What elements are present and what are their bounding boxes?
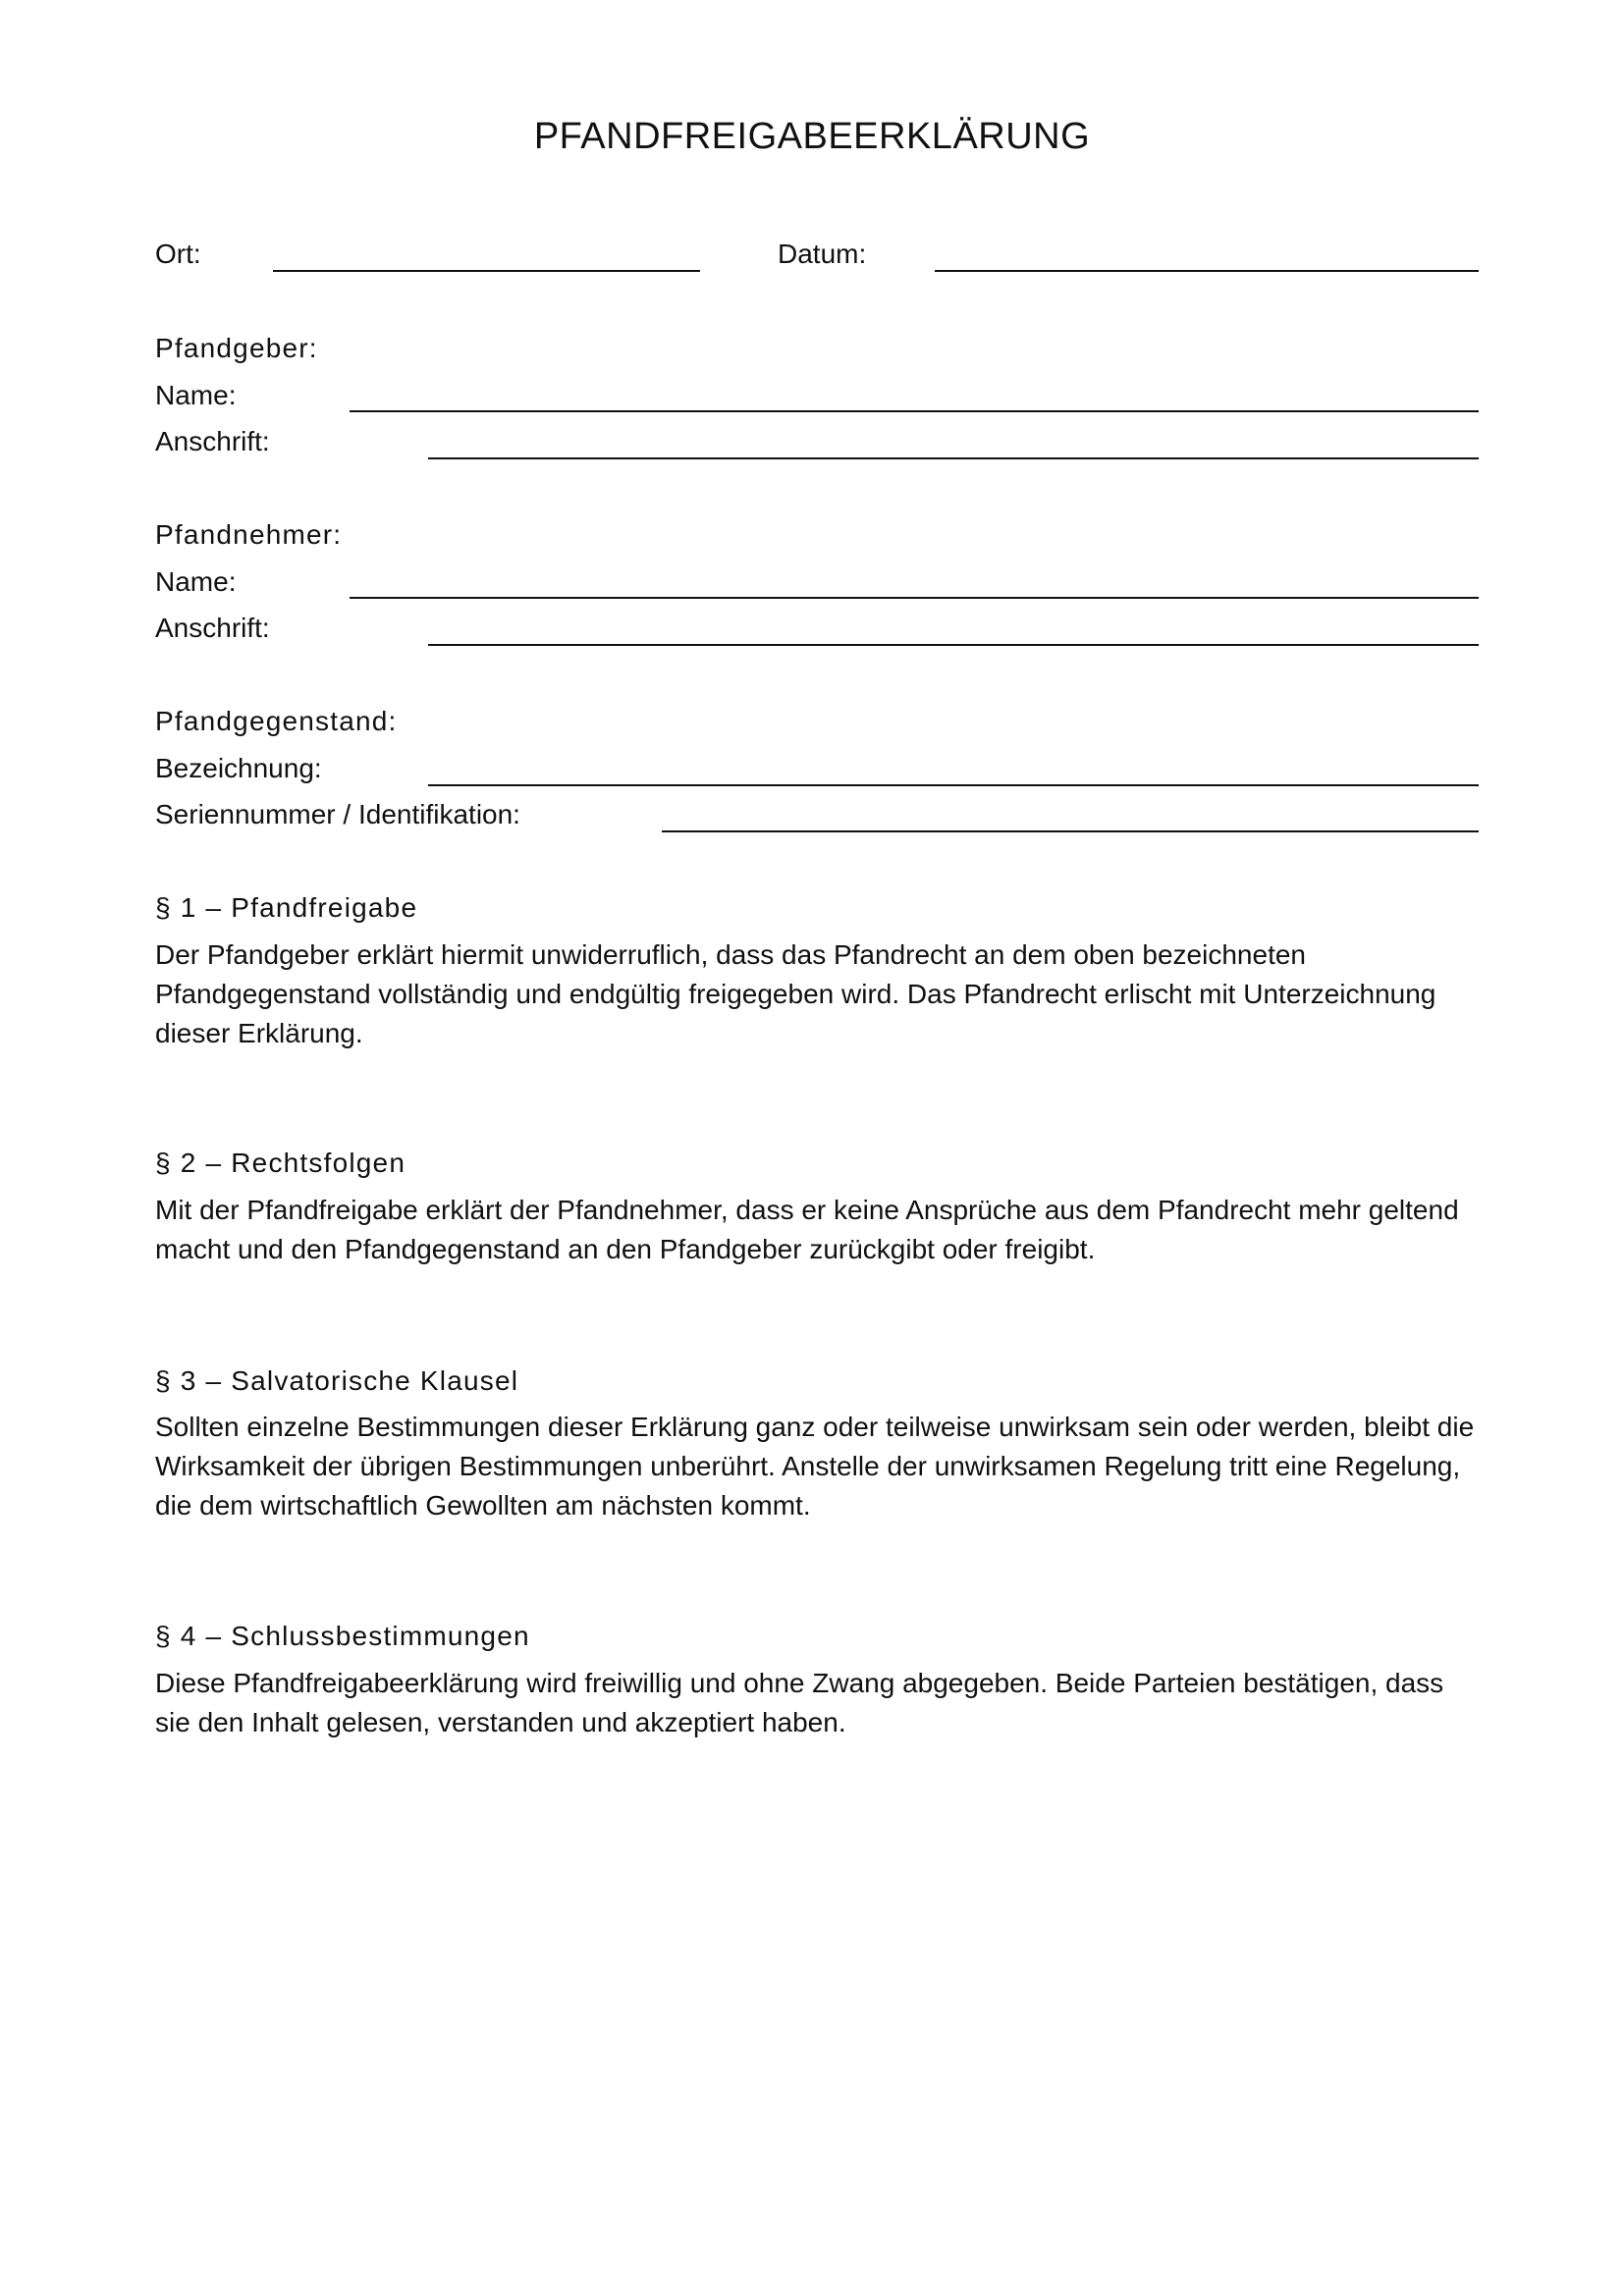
- pfandnehmer-name-line[interactable]: [350, 597, 1479, 599]
- pfandgeber-anschrift-line[interactable]: [428, 457, 1479, 459]
- section-1-title: § 1 – Pfandfreigabe: [155, 892, 418, 923]
- section-4-title: § 4 – Schlussbestimmungen: [155, 1621, 530, 1651]
- document-title: PFANDFREIGABEERKLÄRUNG: [533, 116, 1091, 157]
- pfandnehmer-anschrift-label: Anschrift:: [155, 613, 270, 643]
- pfandnehmer-anschrift-line[interactable]: [428, 644, 1479, 646]
- section-3-title: § 3 – Salvatorische Klausel: [155, 1365, 519, 1396]
- pfandnehmer-name-label: Name:: [155, 566, 237, 597]
- section-2-title: § 2 – Rechtsfolgen: [155, 1148, 406, 1178]
- pfandgegenstand-heading: Pfandgegenstand:: [155, 706, 398, 736]
- section-3-text: Sollten einzelne Bestimmungen dieser Erklärung ganz oder teilweise unwirksam sein oder werden, bleibt die Wirksamkeit der übrigen Bestimmungen unberührt. Anstelle der unwirksamen Regelung tritt eine Regelung, die dem wirtschaftlich Gewollten am nächsten kommt.: [155, 1412, 1475, 1521]
- section-1-text: Der Pfandgeber erklärt hiermit unwiderruflich, dass das Pfandrecht an dem oben bezeichneten Pfandgegenstand vollständig und endgültig freigegeben wird. Das Pfandrecht erlischt mit Unterzeichnung dieser Erklärung.: [155, 939, 1436, 1048]
- pfandnehmer-heading: Pfandnehmer:: [155, 519, 343, 550]
- bezeichnung-line[interactable]: [428, 784, 1479, 786]
- bezeichnung-label: Bezeichnung:: [155, 753, 322, 783]
- seriennummer-label: Seriennummer / Identifikation:: [155, 799, 520, 829]
- pfandgeber-name-label: Name:: [155, 380, 237, 410]
- pfandgeber-name-line[interactable]: [350, 410, 1479, 412]
- seriennummer-line[interactable]: [662, 830, 1479, 832]
- datum-field-line[interactable]: [935, 270, 1479, 272]
- section-4-text: Diese Pfandfreigabeerklärung wird freiwillig und ohne Zwang abgegeben. Beide Parteien bestätigen, dass sie den Inhalt gelesen, verstanden und akzeptiert haben.: [155, 1668, 1444, 1737]
- pfandgeber-anschrift-label: Anschrift:: [155, 426, 270, 456]
- pfandgeber-heading: Pfandgeber:: [155, 333, 318, 363]
- section-2-text: Mit der Pfandfreigabe erklärt der Pfandnehmer, dass er keine Ansprüche aus dem Pfandrecht mehr geltend macht und den Pfandgegenstand an den Pfandgeber zurückgibt oder freigibt.: [155, 1195, 1459, 1264]
- datum-label: Datum:: [778, 239, 867, 269]
- ort-field-line[interactable]: [273, 270, 700, 272]
- ort-label: Ort:: [155, 239, 201, 269]
